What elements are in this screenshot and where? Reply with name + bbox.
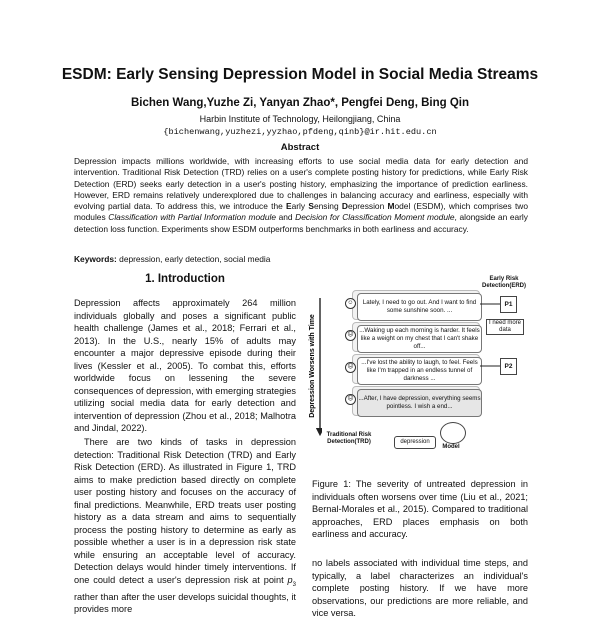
trd-label: Traditional Risk Detection(TRD) [326,432,372,445]
crying-face-icon: ☹ [345,394,356,405]
intro-paragraph-2: There are two kinds of tasks in depression detection: Traditional Risk Detection (TRD) and Early Risk Detection (ERD). As illustrated in Figure 1, TRD aims to make prediction based directly on complete user posting history and focuses on the accuracy of final predictions. Meanwhile, ERD treats user posting history as a data stream and aims to sequentially process the posting history to determine as early as possible whether a user is in a depression risk state while ensuring an acceptable level of accuracy. Detection delays would hinder timely interventions. If one could detect a user's depression risk at point $p_3$ rather than after the user develops suicidal thoughts, it provides more [74,437,296,615]
abstract-text: Depression impacts millions worldwide, with increasing efforts to use social media data for early detection and intervention. Traditional Risk Detection (TRD) relies on a user's complete posting history for predictions, while Early Risk Detection (ERD) seeks early detection in a user's posting history, emphasizing the importance of prediction earliness. However, ERD remains relatively underexplored due to challenges in balancing accuracy and earliness, especially with evolving partial data. To address this, we introduce the Early Sensing Depression Model (ESDM), which comprises two modules Classification with Partial Information module and Decision for Classification Moment module, alongside an early detection loss function. Experiments show ESDM outperforms benchmarks in both earliness and accuracy. [74,156,528,234]
axis-label: Depression Worsens with Time [309,314,316,418]
figure-caption: Figure 1: The severity of untreated depression in individuals often worsens over time (Liu et al., 2021; Bernal-Morales et al., 2015). Compared to traditional approaches, ERD places emphasis on both earliness and accuracy. [312,479,528,539]
time-axis [306,296,322,436]
erd-label: Early Risk Detection(ERD) [481,276,526,289]
p2-document-icon: P2 [500,358,517,375]
intro-paragraph-1: Depression affects approximately 264 million individuals globally and poses a significant public health challenge (James et al., 2018; Ferrari et al., 2013). In the U.S., nearly 15% of adults may encounter a major depressive episode during their lives (Kessler et al., 2005). To combat this, efforts worldwide focus on lessening the severe consequences of depression, with emerging strategies utilizing social media data for early detection and intervention of depression (Zhou et al., 2018; Malhotra and Jindal, 2022). [74,298,296,433]
section-heading: 1. Introduction [145,273,225,285]
neutral-face-icon: ☹ [345,330,356,341]
depression-output-box: depression [394,436,436,449]
model-label: Model [442,444,460,450]
author-emails: {bichenwang,yuzhezi,yyzhao,pfdeng,qinb}@ir.hit.edu.cn [163,127,437,137]
post-4: ...After, I have depression, everything seems pointless. I wish a end... [357,389,482,417]
sad-face-icon: ☹ [345,362,356,373]
need-more-data-note: I need more data [486,319,524,335]
model-icon [440,422,466,444]
post-3: ...I've lost the ability to laugh, to feel. Feels like I'm trapped in an endless tunnel of darkness ... [357,357,482,385]
figure-1 [308,272,530,472]
erd-arrows [478,302,508,402]
p1-document-icon: P1 [500,296,517,313]
author-list: Bichen Wang,Yuzhe Zi, Yanyan Zhao*, Pengfei Deng, Bing Qin [130,97,469,109]
right-column-paragraph: no labels associated with individual time steps, and typically, a label characterizes an individual's complete posting history. If we have more observations, our predictions are more reliable, and vice versa. [312,558,528,618]
post-2: ...Waking up each morning is harder. It feels like a weight on my chest that I can't shake off... [357,325,482,353]
affiliation: Harbin Institute of Technology, Heilongjiang, China [199,114,401,124]
paper-title: ESDM: Early Sensing Depression Model in Social Media Streams [61,66,539,83]
keywords-line: Keywords: depression, early detection, social media [74,254,271,264]
post-1: Lately, I need to go out. And I want to find some sunshine soon. ... [357,293,482,321]
abstract-heading: Abstract [280,142,320,153]
smile-face-icon: ☺ [345,298,356,309]
